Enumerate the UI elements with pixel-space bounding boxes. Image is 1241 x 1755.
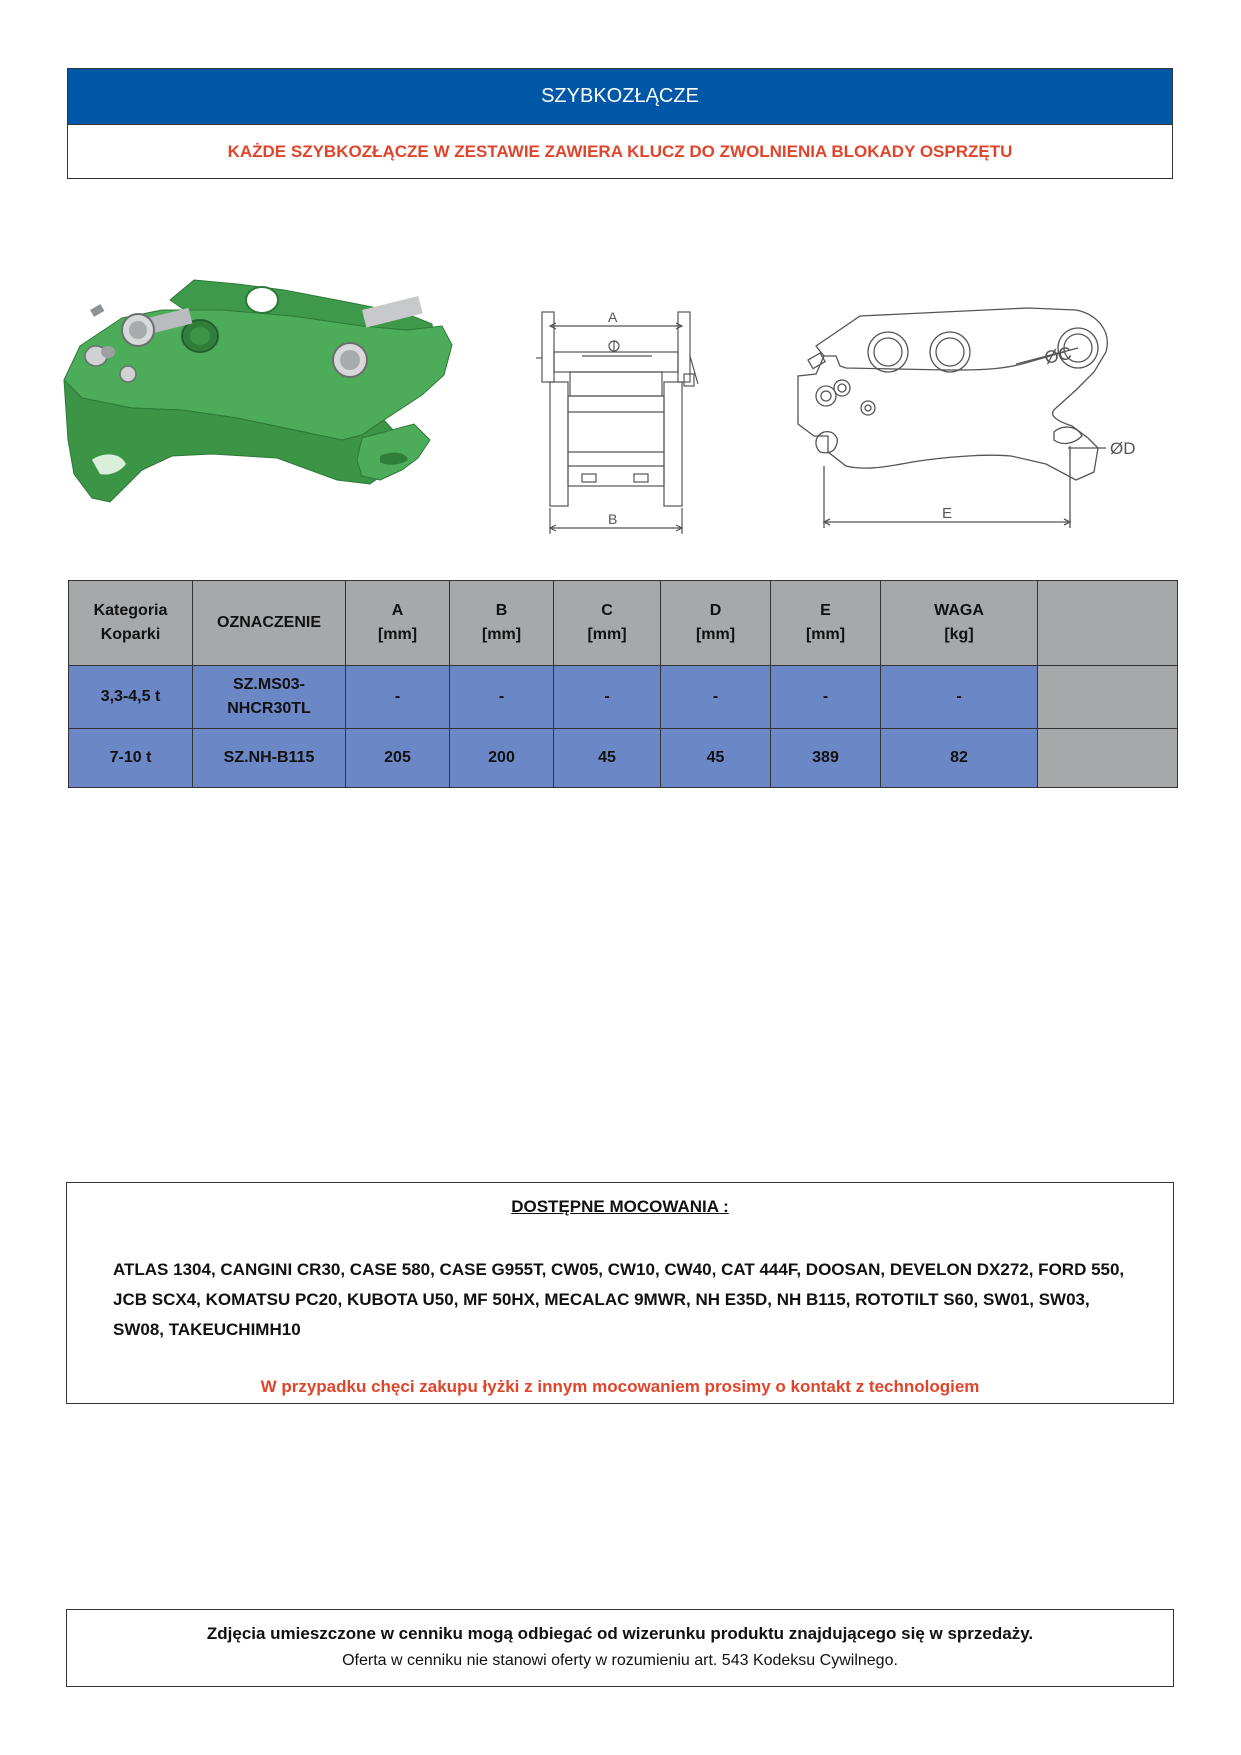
cell-a: 205: [346, 729, 450, 788]
header-c: C [mm]: [554, 581, 661, 666]
cell-empty: [1038, 666, 1178, 729]
header-box: [67, 68, 1173, 179]
table-row: [69, 666, 1178, 729]
dimension-label-c: ØC: [1042, 342, 1074, 368]
footer-box: [66, 1609, 1174, 1687]
spec-table: [68, 580, 1178, 788]
table-row: [69, 729, 1178, 788]
cell-e: 389: [771, 729, 881, 788]
header-empty: [1038, 581, 1178, 666]
mounts-list-line: JCB SCX4, KOMATSU PC20, KUBOTA U50, MF 50HX, MECALAC 9MWR, NH E35D, NH B115, ROTOTILT S60, SW01, SW03,: [113, 1290, 1090, 1309]
mounts-box: [66, 1182, 1174, 1404]
cell-oznaczenie: SZ.MS03- NHCR30TL: [193, 666, 346, 729]
header-d: D [mm]: [661, 581, 771, 666]
cell-d: 45: [661, 729, 771, 788]
cell-c: 45: [554, 729, 661, 788]
cell-b: 200: [450, 729, 554, 788]
side-view-drawing: [776, 296, 1176, 544]
cell-b: -: [450, 666, 554, 729]
header-a: A [mm]: [346, 581, 450, 666]
dimension-label-d: ØD: [1110, 439, 1136, 458]
disclaimer-offer: Oferta w cenniku nie stanowi oferty w rozumieniu art. 543 Kodeksu Cywilnego.: [342, 1652, 898, 1669]
cell-waga: 82: [881, 729, 1038, 788]
dimension-label-a: A: [608, 309, 618, 325]
cell-e: -: [771, 666, 881, 729]
cell-waga: -: [881, 666, 1038, 729]
table-header-row: [69, 581, 1178, 666]
contact-note: W przypadku chęci zakupu łyżki z innym mocowaniem prosimy o kontakt z technologiem: [260, 1377, 980, 1396]
header-kategoria: Kategoria Koparki: [69, 581, 193, 666]
mounts-title: DOSTĘPNE MOCOWANIA :: [511, 1197, 729, 1216]
cell-kategoria: 7-10 t: [69, 729, 193, 788]
product-photo: [62, 270, 512, 540]
front-view-drawing: [522, 296, 712, 544]
header-b: B [mm]: [450, 581, 554, 666]
header-waga: WAGA [kg]: [881, 581, 1038, 666]
cell-d: -: [661, 666, 771, 729]
cell-empty: [1038, 729, 1178, 788]
header-note: KAŻDE SZYBKOZŁĄCZE W ZESTAWIE ZAWIERA KLUCZ DO ZWOLNIENIA BLOKADY OSPRZĘTU: [227, 142, 1013, 161]
page-title: SZYBKOZŁĄCZE: [68, 69, 1172, 125]
cell-kategoria: 3,3-4,5 t: [69, 666, 193, 729]
cell-oznaczenie: SZ.NH-B115: [193, 729, 346, 788]
cell-a: -: [346, 666, 450, 729]
dimension-label-e: E: [942, 505, 953, 522]
dimension-label-b: B: [608, 511, 618, 527]
header-e: E [mm]: [771, 581, 881, 666]
header-oznaczenie: OZNACZENIE: [193, 581, 346, 666]
cell-c: -: [554, 666, 661, 729]
disclaimer-photo: Zdjęcia umieszczone w cenniku mogą odbiegać od wizerunku produktu znajdującego się w sprzedaży.: [206, 1624, 1034, 1643]
mounts-list-line: SW08, TAKEUCHIMH10: [113, 1320, 301, 1339]
mounts-list: [113, 1255, 1153, 1345]
mounts-list-line: ATLAS 1304, CANGINI CR30, CASE 580, CASE G955T, CW05, CW10, CW40, CAT 444F, DOOSAN, DEVELON DX272, FORD 550,: [113, 1260, 1125, 1279]
